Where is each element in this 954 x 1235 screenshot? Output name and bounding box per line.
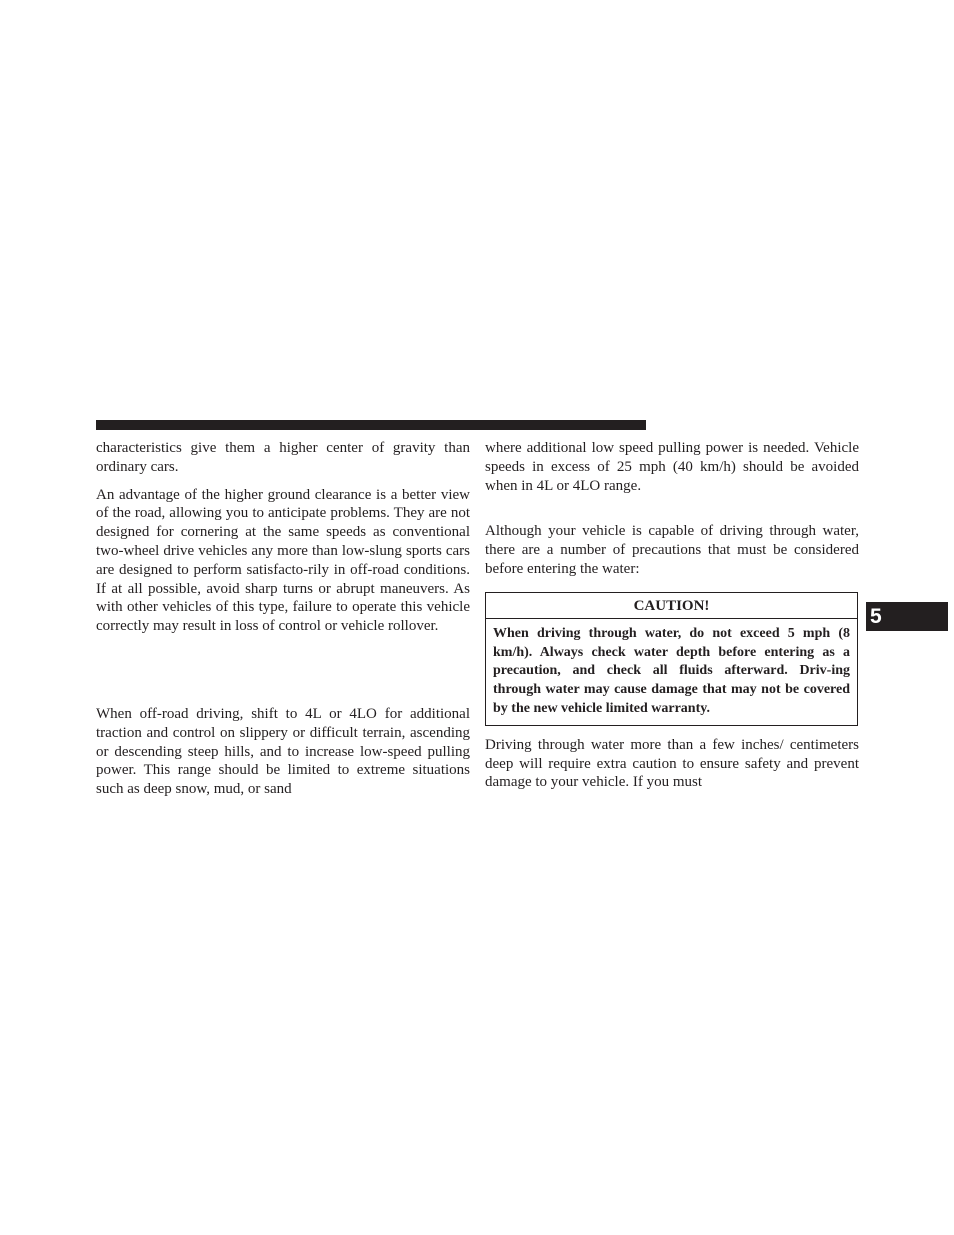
- caution-box: [485, 592, 858, 726]
- paragraph-off-road-4lo: When off-road driving, shift to 4L or 4LO for additional traction and control on slippery or difficult terrain, ascending or descending steep hills, and to increase low-speed pulling power. This range should be limited to extreme situations such as deep snow, mud, or sand: [96, 705, 470, 798]
- paragraph-water-precautions: Although your vehicle is capable of driving through water, there are a number of precautions that must be considered before entering the water:: [485, 523, 859, 577]
- chapter-tab: 5: [866, 602, 948, 631]
- paragraph-water-depth: Driving through water more than a few inches/ centimeters deep will require extra caution to ensure safety and prevent damage to your vehicle. If you must: [485, 736, 859, 791]
- caution-title: CAUTION!: [486, 593, 857, 619]
- header-rule: [96, 420, 646, 430]
- paragraph-low-speed-power: where additional low speed pulling power is needed. Vehicle speeds in excess of 25 mph (40 km/h) should be avoided when in 4L or 4LO range.: [485, 440, 859, 494]
- right-column: [485, 439, 859, 792]
- left-column: [96, 439, 470, 799]
- caution-text: When driving through water, do not exceed 5 mph (8 km/h). Always check water depth before entering as a precaution, and check all fluids afterward. Driv-ing through water may cause damage that may not be covered by the new vehicle limited warranty.: [493, 625, 850, 716]
- paragraph-center-of-gravity: characteristics give them a higher center of gravity than ordinary cars.: [96, 440, 470, 475]
- paragraph-ground-clearance: An advantage of the higher ground clearance is a better view of the road, allowing you to anticipate problems. They are not designed for cornering at the same speeds as conventional two-wheel drive vehicles any more than low-slung sports cars are designed to perform satisfacto-rily in off-road conditions. If at all possible, avoid sharp turns or abrupt maneuvers. As with other vehicles of this type, failure to operate this vehicle correctly may result in loss of control or vehicle rollover.: [96, 486, 470, 635]
